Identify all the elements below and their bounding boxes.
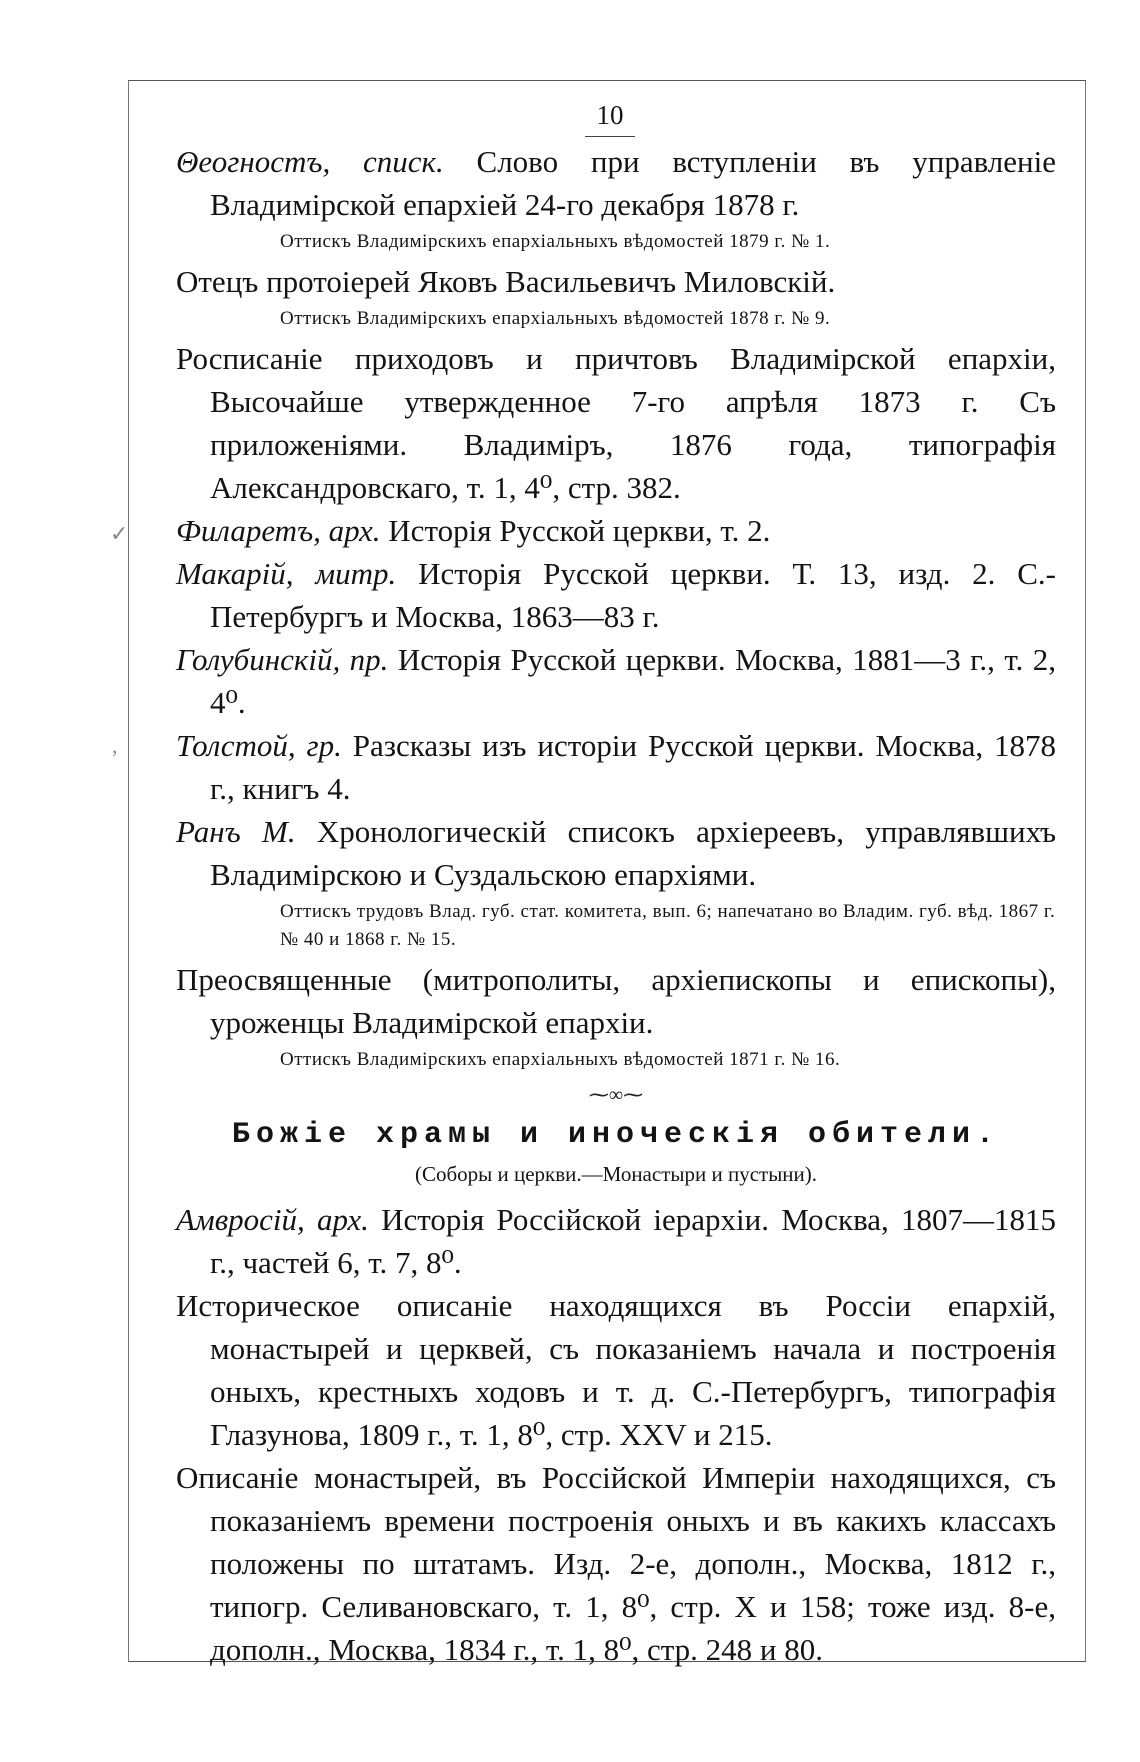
bibliography-entry [176, 958, 1056, 1074]
entries-list-top [176, 140, 1056, 1074]
margin-tick-mark: , [112, 733, 118, 758]
entry-note: Оттискъ Владимiрскихъ епархiальныхъ вѣдомостей 1871 г. № 16. [280, 1049, 841, 1070]
entry-text [176, 638, 1056, 724]
entry-text [176, 509, 1056, 552]
entry-text [176, 810, 1056, 896]
bibliography-entry [176, 810, 1056, 954]
entry-note: Оттискъ трудовъ Влад. губ. стат. комитета, вып. 6; напечатано во Владим. губ. вѣд. 1867 г. № 40 и 1868 г. № 15. [280, 901, 1056, 950]
section-title: Божiе храмы и иноческiя обители. [231, 1118, 1001, 1152]
bibliography-entry [176, 509, 1056, 552]
bibliography-entry [176, 1456, 1056, 1671]
entry-body: Исторiя Россiйской iерархiи. Москва, 1807—1815 г., частей 6, т. 7, 8⁰. [210, 1202, 1057, 1280]
entry-body: Слово при вступленiи въ управленiе Владимiрской епархiей 24-го декабря 1878 г. [210, 144, 1056, 222]
entries-list-bottom [176, 1198, 1056, 1671]
entry-author: Ранъ М. [176, 814, 296, 849]
entry-text [176, 1198, 1056, 1284]
page-content [176, 140, 1056, 1671]
page-number-underline [585, 136, 635, 137]
section-divider-ornament: ⁓∞⁓ [588, 1084, 644, 1106]
entry-author: Филаретъ, арх. [176, 513, 381, 548]
entry-body: Исторiя Русской церкви. Т. 13, изд. 2. С.-Петербургъ и Москва, 1863—83 г. [210, 556, 1056, 634]
entry-author: Голубинскiй, пр. [176, 642, 389, 677]
entry-author: Макарiй, митр. [176, 556, 397, 591]
entry-author: Θеогностъ, списк. [176, 144, 444, 179]
page-number: 10 [596, 100, 624, 130]
bibliography-entry [176, 552, 1056, 638]
entry-author: Амвросiй, арх. [176, 1202, 369, 1237]
bibliography-entry [176, 260, 1056, 333]
entry-body: Исторiя Русской церкви. Москва, 1881—3 г., т. 2, 4⁰. [210, 642, 1057, 720]
bibliography-entry [176, 638, 1056, 724]
entry-text [176, 140, 1056, 226]
entry-body: Разсказы изъ исторiи Русской церкви. Москва, 1878 г., книгъ 4. [210, 728, 1056, 806]
section-subtitle: (Соборы и церкви.—Монастыри и пустыни). [414, 1162, 818, 1186]
entry-body: Преосвященные (митрополиты, архiепископы и епископы), уроженцы Владимiрской епархiи. [176, 962, 1056, 1040]
entry-body: Историческое описанiе находящихся въ Россiи епархiй, монастырей и церквей, съ показанiемъ начала и построенiя оныхъ, крестныхъ ходовъ и т. д. С.-Петербургъ, типографiя Глазунова, 1809 г., т. 1, 8⁰, стр. XXV и 215. [176, 1288, 1056, 1452]
entry-text [176, 337, 1056, 509]
entry-note: Оттискъ Владимiрскихъ епархiальныхъ вѣдомостей 1879 г. № 1. [280, 231, 831, 252]
entry-text [176, 724, 1056, 810]
entry-text [176, 1456, 1056, 1671]
bibliography-entry [176, 724, 1056, 810]
entry-body: Хронологическiй списокъ архiереевъ, управлявшихъ Владимiрскою и Суздальскою епархiями. [210, 814, 1056, 892]
entry-body: Описанiе монастырей, въ Россiйской Имперiи находящихся, съ показанiемъ времени построенiя оныхъ и въ какихъ классахъ положены по штатамъ. Изд. 2-е, дополн., Москва, 1812 г., типогр. Селивановскаго, т. 1, 8⁰, стр. X и 158; тоже изд. 8-е, дополн., Москва, 1834 г., т. 1, 8⁰, стр. 248 и 80. [176, 1460, 1056, 1667]
bibliography-entry [176, 140, 1056, 256]
entry-note: Оттискъ Владимiрскихъ епархiальныхъ вѣдомостей 1878 г. № 9. [280, 308, 831, 329]
entry-body: Исторiя Русской церкви, т. 2. [380, 513, 771, 548]
bibliography-entry [176, 337, 1056, 509]
bibliography-entry [176, 1284, 1056, 1456]
entry-text [176, 260, 1056, 303]
entry-text [176, 958, 1056, 1044]
entry-body: Росписанiе приходовъ и причтовъ Владимiрской епархiи, Высочайше утвержденное 7-го апрѣля 1873 г. Съ приложенiями. Владимiръ, 1876 года, типографiя Александровскаго, т. 1, 4⁰, стр. 382. [176, 341, 1056, 505]
margin-tick-mark: ✓ [110, 521, 129, 546]
entry-text [176, 1284, 1056, 1456]
entry-text [176, 552, 1056, 638]
entry-author: Толстой, гр. [176, 728, 342, 763]
entry-body: Отецъ протоiерей Яковъ Васильевичъ Миловскiй. [176, 264, 836, 299]
bibliography-entry [176, 1198, 1056, 1284]
